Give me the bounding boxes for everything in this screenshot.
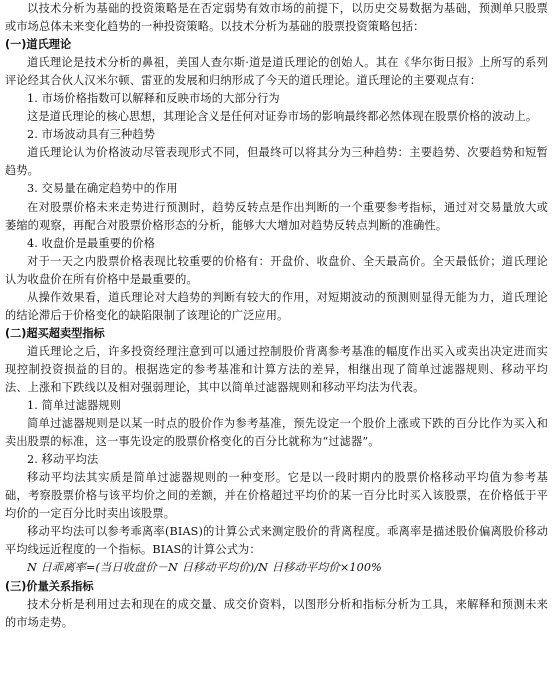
dow-point-1-title: 1. 市场价格指数可以解释和反映市场的大部分行为 (27, 92, 280, 106)
filter-rule-body: 简单过滤器规则是以某一时点的股价作为参考基准，预先设定一个股价上涨或下跌的百分比作为买入和卖出股票的标准，这一事先设定的股票价格变化的百分比就称为“过滤器”。 (5, 417, 548, 449)
bias-paragraph: 移动平均法可以参考乖离率(BIAS)的计算公式来测定股价的背离程度。乖离率是描述股价偏离股价移动平均线远近程度的一个指标。BIAS的计算公式为： (5, 525, 548, 557)
dow-point-1-body: 这是道氏理论的核心思想，其理论含义是任何对证券市场的影响最终都必然体现在股票价格的波动上。 (27, 110, 538, 124)
overbought-intro: 道氏理论之后，许多投资经理注意到可以通过控制股价背离参考基准的幅度作出买入或卖出决定进而实现控制投资损益的目的。根据选定的参考基准和计算方法的差异，相继出现了简单过滤器规则、移动平均法、上涨和下跌线以及相对强弱理论，其中以简单过滤器规则和移动平均法为代表。 (5, 344, 548, 394)
moving-average-title: 2. 移动平均法 (27, 453, 99, 467)
intro-paragraph: 以技术分析为基础的投资策略是在否定弱势有效市场的前提下，以历史交易数据为基础，预测单只股票或市场总体未来变化趋势的一种投资策略。以技术分析为基础的股票投资策略包括： (5, 2, 548, 34)
section-heading-dow-theory: (一)道氏理论 (5, 38, 72, 52)
bias-formula: N 日乖离率=(当日收盘价－N 日移动平均价)/N 日移动平均价×100% (27, 561, 382, 575)
moving-average-body: 移动平均法其实质是简单过滤器规则的一种变形。它是以一段时期内的股票价格移动平均值为参考基础，考察股票价格与该平均价之间的差额，并在价格超过平均价的某一百分比时买入该股票，在价格低于平均价的一定百分比时卖出该股票。 (5, 471, 548, 521)
price-volume-intro: 技术分析是利用过去和现在的成交量、成交价资料，以图形分析和指标分析为工具，来解释和预测未来的市场走势。 (5, 597, 548, 629)
section-heading-overbought-oversold: (二)超买超卖型指标 (5, 326, 105, 340)
dow-point-4-title: 4. 收盘价是最重要的价格 (27, 236, 156, 250)
dow-point-3-body: 在对股票价格未来走势进行预测时，趋势反转点是作出判断的一个重要参考指标，通过对交易量放大或萎缩的观察，再配合对股票价格形态的分析，能够大大增加对趋势反转点判断的准确性。 (5, 200, 548, 232)
dow-theory-conclusion: 从操作效果看，道氏理论对大趋势的判断有较大的作用，对短期波动的预测则显得无能为力，道氏理论的结论滞后于价格变化的缺陷限制了该理论的广泛应用。 (5, 290, 548, 322)
dow-point-4-body: 对于一天之内股票价格表现比较重要的价格有：开盘价、收盘价、全天最高价。全天最低价；道氏理论认为收盘价在所有价格中是最重要的。 (5, 254, 548, 286)
filter-rule-title: 1. 简单过滤器规则 (27, 399, 122, 413)
dow-point-2-body: 道氏理论认为价格波动尽管表现形式不同，但最终可以将其分为三种趋势：主要趋势、次要趋势和短暂趋势。 (5, 146, 548, 178)
dow-point-2-title: 2. 市场波动具有三种趋势 (27, 128, 156, 142)
dow-point-3-title: 3. 交易量在确定趋势中的作用 (27, 182, 178, 196)
dow-theory-intro: 道氏理论是技术分析的鼻祖，美国人查尔斯·道是道氏理论的创始人。其在《华尔街日报》上所写的系列评论经其合伙人汉米尔顿、雷亚的发展和归纳形成了今天的道氏理论。道氏理论的主要观点有： (5, 56, 548, 88)
section-heading-price-volume: (三)价量关系指标 (5, 579, 94, 593)
